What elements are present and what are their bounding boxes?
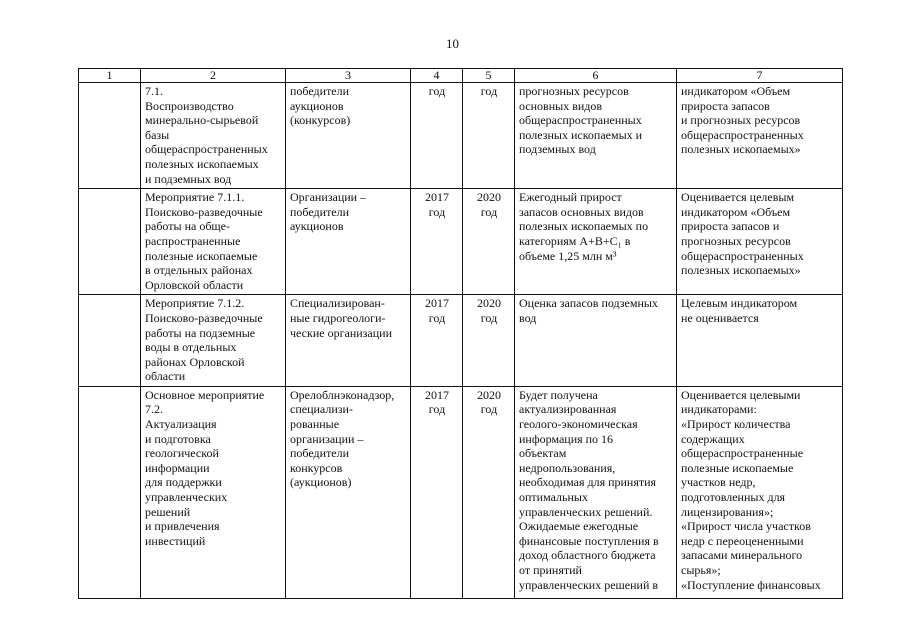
cell-line: полезных ископаемых по xyxy=(519,219,649,234)
cell-line: победители xyxy=(290,446,350,461)
cell-activity xyxy=(141,83,286,189)
table-row xyxy=(79,189,843,295)
cell-line: запасов основных видов xyxy=(519,204,644,219)
cell-line: геолого-экономическая xyxy=(519,417,638,432)
cell-line: общераспространенных xyxy=(681,248,804,263)
cell-line: Мероприятие 7.1.2. xyxy=(145,296,245,311)
cell-start-year xyxy=(411,83,463,189)
cell-line: прироста запасов и xyxy=(681,219,780,234)
cell-line: объеме 1,25 млн м³ xyxy=(519,248,617,263)
cell-line: Будет получена xyxy=(519,387,598,402)
cell-result xyxy=(515,83,677,189)
cell-line: общераспространенных xyxy=(519,113,642,128)
cell-executor xyxy=(286,386,411,598)
cell-line: год xyxy=(428,84,446,98)
cell-line: Поисково-разведочные xyxy=(145,204,263,219)
cell-line: прогнозных ресурсов xyxy=(681,233,791,248)
cell-line: полезные ископаемые xyxy=(145,248,258,263)
cell-line: Целевым индикатором xyxy=(681,296,798,311)
cell-line: аукционов xyxy=(290,219,344,234)
cell-line: организации – xyxy=(290,431,364,446)
cell-line: прироста запасов xyxy=(681,98,770,113)
cell-line: решений xyxy=(145,504,191,519)
cell-result xyxy=(515,386,677,598)
cell-activity xyxy=(141,189,286,295)
cell-line: полезных ископаемых и xyxy=(519,127,643,142)
cell-line: (конкурсов) xyxy=(290,113,351,128)
cell-executor xyxy=(286,189,411,295)
cell-line: необходимая для принятия xyxy=(519,475,657,490)
page-number: 10 xyxy=(446,36,459,51)
cell-line: работы на подземные xyxy=(145,325,256,340)
cell-line: специализи- xyxy=(290,402,353,417)
cell-line: инвестиций xyxy=(145,533,206,548)
column-number-3: 3 xyxy=(286,69,411,83)
cell-line: информации xyxy=(145,460,210,475)
cell-line: индикатором «Объем xyxy=(681,204,791,219)
cell-line: Оценка запасов подземных xyxy=(519,296,658,311)
cell-line: ные гидрогеологи- xyxy=(290,310,386,325)
cell-line: полезных ископаемых» xyxy=(681,263,801,278)
cell-end-year xyxy=(463,189,515,295)
cell-line: год xyxy=(428,310,446,325)
cell-start-year xyxy=(411,189,463,295)
cell-line: управленческих решений. xyxy=(519,504,653,519)
cell-indicator xyxy=(677,189,843,295)
cell-line: лицензирования»; xyxy=(681,504,774,519)
cell-line: доход областного бюджета xyxy=(519,548,656,563)
cell-line: полезных ископаемых xyxy=(145,156,259,171)
cell-line: прогнозных ресурсов xyxy=(519,84,629,98)
cell-line: недр с переоцененными xyxy=(681,533,804,548)
table-row xyxy=(79,83,843,189)
cell-result xyxy=(515,189,677,295)
cell-line: 2017 xyxy=(425,387,449,402)
cell-line: сырья»; xyxy=(681,563,721,577)
cell-end-year xyxy=(463,83,515,189)
cell-line: аукционов xyxy=(290,98,344,113)
cell-line: Воспроизводство xyxy=(145,98,234,113)
cell-line: Основное мероприятие xyxy=(145,387,265,402)
cell-line: Мероприятие 7.1.1. xyxy=(145,190,245,205)
cell-line: финансовые поступления в xyxy=(519,533,659,548)
cell-line: «Прирост числа участков xyxy=(681,519,811,534)
table-header-row xyxy=(79,69,843,83)
table-row xyxy=(79,386,843,598)
column-number-7: 7 xyxy=(677,69,843,83)
cell-activity xyxy=(141,386,286,598)
cell-line: общераспространенные xyxy=(681,446,804,461)
cell-line: категориям А+В+С₁ в xyxy=(519,233,631,248)
cell-line: районах Орловской xyxy=(145,354,245,369)
cell-line: индикатором «Объем xyxy=(681,84,791,98)
cell-line: подготовленных для xyxy=(681,490,786,505)
cell-line: 2020 xyxy=(477,296,501,311)
cell-line: общераспространенных xyxy=(681,127,804,142)
cell-line: управленческих xyxy=(145,490,228,505)
cell-result xyxy=(515,295,677,387)
cell-line: распространенные xyxy=(145,233,241,248)
cell-line: победители xyxy=(290,204,350,219)
cell-line: 2020 xyxy=(477,190,501,205)
cell-line: вод xyxy=(519,310,537,325)
cell-line: Орловской области xyxy=(145,277,244,292)
column-number-6: 6 xyxy=(515,69,677,83)
cell-line: рованные xyxy=(290,417,340,432)
column-number-4: 4 xyxy=(411,69,463,83)
cell-line: и подготовка xyxy=(145,431,211,446)
cell-line: объектам xyxy=(519,446,567,461)
cell-activity xyxy=(141,295,286,387)
cell-line: информация по 16 xyxy=(519,431,614,446)
cell-line: 7.2. xyxy=(145,402,163,417)
cell-line: год xyxy=(428,204,446,219)
cell-executor xyxy=(286,83,411,189)
cell-line: воды в отдельных xyxy=(145,340,237,355)
cell-line: содержащих xyxy=(681,431,745,446)
column-number-5: 5 xyxy=(463,69,515,83)
cell-number xyxy=(79,83,141,189)
cell-line: ческие организации xyxy=(290,325,392,340)
cell-line: год xyxy=(480,402,498,417)
cell-number xyxy=(79,189,141,295)
cell-line: полезные ископаемые xyxy=(681,460,794,475)
cell-line: 7.1. xyxy=(145,84,163,98)
cell-line: недропользования, xyxy=(519,460,616,475)
cell-line: Ожидаемые ежегодные xyxy=(519,519,639,534)
cell-line: Ежегодный прирост xyxy=(519,190,622,205)
cell-line: Орелоблнэконадзор, xyxy=(290,387,395,402)
cell-line: в отдельных районах xyxy=(145,263,253,278)
cell-line: от принятий xyxy=(519,563,582,577)
cell-line: и прогнозных ресурсов xyxy=(681,113,801,128)
cell-line: год xyxy=(480,84,498,98)
cell-indicator xyxy=(677,386,843,598)
cell-line: «Прирост количества xyxy=(681,417,791,432)
cell-line: управленческих решений в xyxy=(519,577,659,592)
cell-line: Актуализация xyxy=(145,417,217,432)
cell-line: Оценивается целевым xyxy=(681,190,795,205)
cell-line: и привлечения xyxy=(145,519,220,534)
cell-line: Специализирован- xyxy=(290,296,385,311)
cell-line: области xyxy=(145,369,186,384)
cell-line: участков недр, xyxy=(681,475,756,490)
cell-line: 2020 xyxy=(477,387,501,402)
cell-line: базы xyxy=(145,127,170,142)
cell-indicator xyxy=(677,295,843,387)
cell-line: и подземных вод xyxy=(145,171,232,186)
cell-line: 2017 xyxy=(425,190,449,205)
cell-line: «Поступление финансовых xyxy=(681,577,821,592)
cell-line: Оценивается целевыми xyxy=(681,387,801,402)
cell-line: работы на обще- xyxy=(145,219,230,234)
cell-indicator xyxy=(677,83,843,189)
cell-number xyxy=(79,386,141,598)
cell-line: геологической xyxy=(145,446,219,461)
cell-line: общераспространенных xyxy=(145,142,268,157)
cell-line: победители xyxy=(290,84,350,98)
cell-line: полезных ископаемых» xyxy=(681,142,801,157)
cell-line: минерально-сырьевой xyxy=(145,113,259,128)
cell-line: не оценивается xyxy=(681,310,759,325)
cell-number xyxy=(79,295,141,387)
cell-line: год xyxy=(428,402,446,417)
measures-table xyxy=(78,68,843,599)
cell-end-year xyxy=(463,386,515,598)
cell-line: год xyxy=(480,204,498,219)
column-number-1: 1 xyxy=(79,69,141,83)
cell-line: Организации – xyxy=(290,190,367,205)
cell-line: 2017 xyxy=(425,296,449,311)
cell-line: Поисково-разведочные xyxy=(145,310,263,325)
cell-line: конкурсов xyxy=(290,460,343,475)
table-row xyxy=(79,295,843,387)
cell-executor xyxy=(286,295,411,387)
cell-line: запасами минерального xyxy=(681,548,803,563)
cell-line: для поддержки xyxy=(145,475,222,490)
cell-line: (аукционов) xyxy=(290,475,352,490)
cell-line: подземных вод xyxy=(519,142,596,157)
cell-line: год xyxy=(480,310,498,325)
cell-line: основных видов xyxy=(519,98,603,113)
cell-line: индикаторами: xyxy=(681,402,757,417)
cell-start-year xyxy=(411,295,463,387)
cell-line: оптимальных xyxy=(519,490,588,505)
column-number-2: 2 xyxy=(141,69,286,83)
cell-line: актуализированная xyxy=(519,402,617,417)
cell-start-year xyxy=(411,386,463,598)
cell-end-year xyxy=(463,295,515,387)
